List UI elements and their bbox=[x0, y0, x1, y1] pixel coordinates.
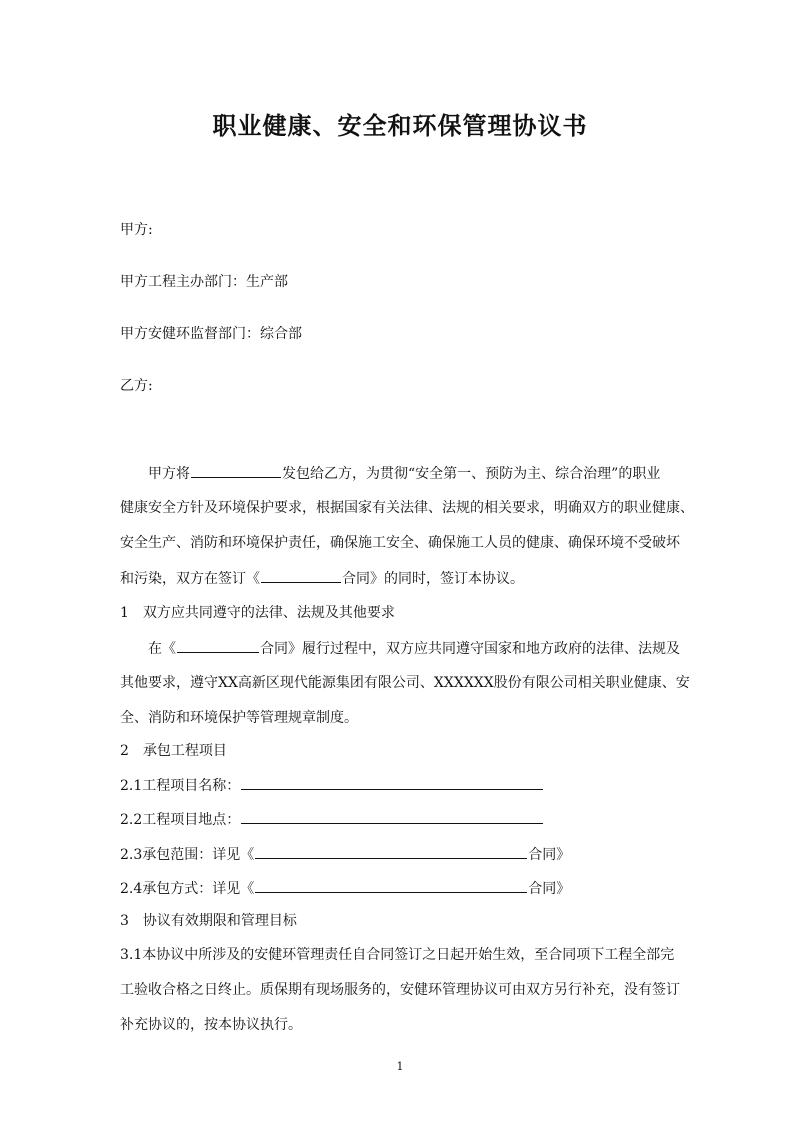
section-1-text-1a: 在《 bbox=[148, 641, 176, 657]
contract-method-blank bbox=[255, 878, 527, 893]
party-a-label: 甲方: bbox=[120, 222, 153, 238]
project-name-blank bbox=[241, 775, 543, 790]
contract-method-row bbox=[120, 878, 570, 899]
project-blank bbox=[191, 463, 281, 478]
section-2-heading: 2 承包工程项目 bbox=[120, 743, 227, 759]
intro-text-4b: 合同》的同时，签订本协议。 bbox=[342, 571, 524, 587]
intro-line-1 bbox=[148, 463, 660, 484]
project-location-blank bbox=[241, 809, 543, 824]
section-1-text-1b: 合同》履行过程中，双方应共同遵守国家和地方政府的法律、法规及 bbox=[260, 641, 680, 657]
intro-text-4a: 和污染，双方在签订《 bbox=[120, 571, 260, 587]
project-name-label: 2.1工程项目名称： bbox=[120, 778, 241, 794]
party-a-supervising-department: 甲方安健环监督部门：综合部 bbox=[120, 326, 302, 342]
intro-line-4 bbox=[120, 568, 524, 589]
contract-scope-row bbox=[120, 844, 570, 865]
contract-scope-suffix: 合同》 bbox=[528, 847, 571, 863]
contract-method-suffix: 合同》 bbox=[528, 881, 571, 897]
contract-blank bbox=[177, 638, 259, 653]
section-1-line-1 bbox=[148, 638, 680, 659]
section-3-line-1: 3.1本协议中所涉及的安健环管理责任自合同签订之日起开始生效，至合同项下工程全部完 bbox=[120, 947, 675, 963]
contract-scope-blank bbox=[255, 844, 527, 859]
intro-text-1b: 发包给乙方，为贯彻“安全第一、预防为主、综合治理”的职业 bbox=[282, 466, 661, 482]
project-location-row bbox=[120, 809, 544, 830]
intro-line-3: 安全生产、消防和环境保护责任，确保施工安全、确保施工人员的健康、确保环境不受破坏 bbox=[120, 535, 680, 551]
party-b-label: 乙方: bbox=[120, 378, 153, 394]
section-3-line-2: 工验收合格之日终止。质保期有现场服务的，安健环管理协议可由双方另行补充，没有签订 bbox=[120, 982, 680, 998]
intro-text-1a: 甲方将 bbox=[148, 466, 190, 482]
project-name-row bbox=[120, 775, 544, 796]
party-a-department: 甲方工程主办部门：生产部 bbox=[120, 274, 288, 290]
section-1-line-2: 其他要求，遵守XX高新区现代能源集团有限公司、XXXXXX股份有限公司相关职业健康、安 bbox=[120, 675, 690, 691]
document-title: 职业健康、安全和环保管理协议书 bbox=[212, 112, 588, 140]
contract-method-label: 2.4承包方式：详见《 bbox=[120, 881, 255, 897]
contract-scope-label: 2.3承包范围：详见《 bbox=[120, 847, 255, 863]
project-location-label: 2.2工程项目地点： bbox=[120, 812, 241, 828]
intro-line-2: 健康安全方针及环境保护要求，根据国家有关法律、法规的相关要求，明确双方的职业健康、 bbox=[120, 500, 694, 516]
contract-blank bbox=[261, 568, 341, 583]
section-1-line-3: 全、消防和环境保护等管理规章制度。 bbox=[120, 710, 358, 726]
section-3-line-3: 补充协议的，按本协议执行。 bbox=[120, 1017, 302, 1033]
page-number: 1 bbox=[396, 1060, 404, 1073]
section-1-heading: 1 双方应共同遵守的法律、法规及其他要求 bbox=[120, 605, 395, 621]
section-3-heading: 3 协议有效期限和管理目标 bbox=[120, 913, 297, 929]
